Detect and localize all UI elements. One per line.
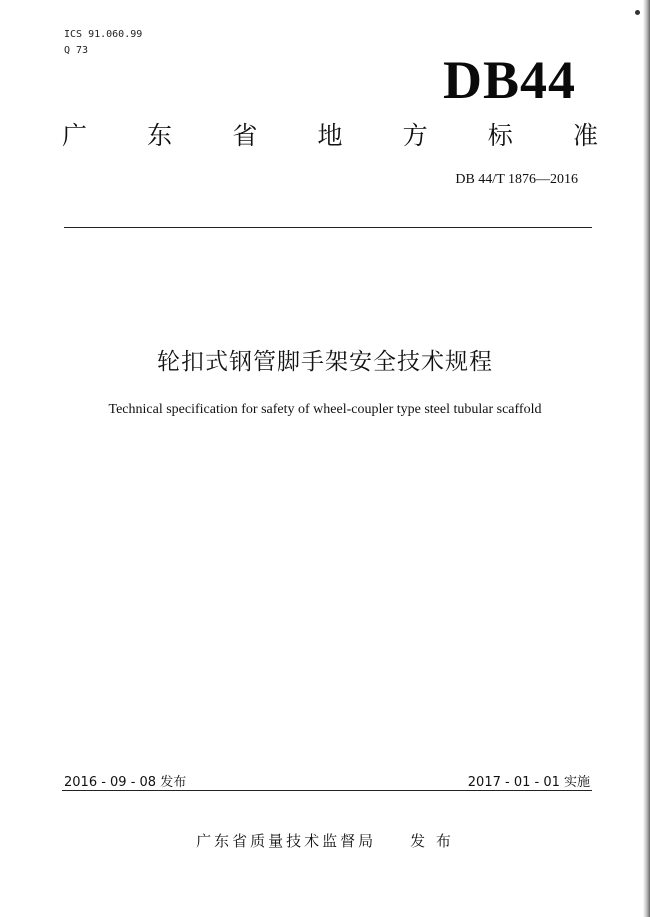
footer-divider: [62, 790, 592, 791]
scan-edge-shadow: [643, 0, 650, 917]
ccs-code: Q 73: [64, 45, 89, 56]
issuer-name: 广东省质量技术监督局: [196, 832, 377, 850]
standard-type-char: 省: [232, 121, 258, 150]
standard-type-char: 准: [572, 121, 598, 150]
issue-date: 2016 - 09 - 08 发布: [64, 775, 187, 790]
standard-type-char: 地: [317, 121, 343, 150]
ics-code: ICS 91.060.99: [64, 29, 143, 40]
issuer-action: 发 布: [410, 832, 454, 850]
issuer-line: [0, 830, 650, 851]
standard-type-heading: [62, 118, 598, 154]
standard-type-char: 广: [62, 121, 88, 150]
standard-number: DB 44/T 1876—2016: [455, 172, 578, 187]
standard-logo: DB44: [442, 50, 576, 110]
standard-type-char: 东: [147, 121, 173, 150]
header-divider: [64, 227, 592, 228]
implementation-date: 2017 - 01 - 01 实施: [467, 775, 590, 790]
standard-type-char: 方: [402, 121, 428, 150]
standard-type-char: 标: [487, 121, 513, 150]
document-title-chinese: 轮扣式钢管脚手架安全技术规程: [157, 349, 493, 375]
document-title-english: Technical specification for safety of wheel-coupler type steel tubular scaffold: [108, 402, 542, 417]
scan-mark: [635, 10, 640, 15]
